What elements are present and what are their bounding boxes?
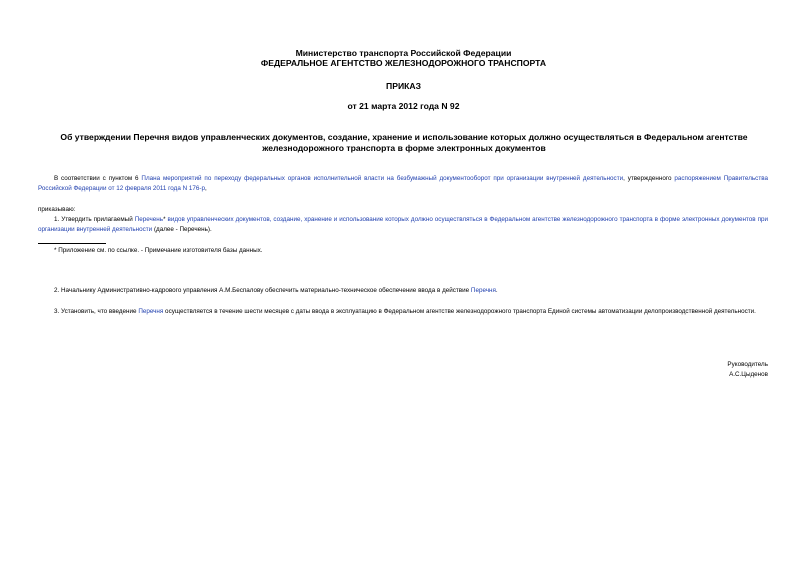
item-3-list-link[interactable]: Перечня <box>138 308 164 315</box>
signature-name: А.С.Цыденов <box>729 371 768 378</box>
preamble-text-after: , <box>204 184 207 192</box>
list-rest-link[interactable]: видов управленческих документов, создание, хранение и использование которых должно осуществляться в Федеральном агентстве железнодорожного транспорта в форме электронных документов при организации внутренней деятельности <box>38 216 768 233</box>
item-3-text-before: 3. Установить, что введение <box>54 308 139 315</box>
footnote-asterisk: * <box>163 216 166 223</box>
item-2-paragraph <box>38 286 768 296</box>
item-1-paragraph <box>38 215 768 234</box>
item-1-text-before: 1. Утвердить прилагаемый <box>54 216 135 223</box>
item-3-paragraph <box>38 307 768 317</box>
government-order-link[interactable]: распоряжением Правительства Российской Федерации от 12 февраля 2011 года N 176-р <box>38 175 768 192</box>
document-title: Об утверждении Перечня видов управленческих документов, создание, хранение и использование которых должно осуществляться в Федеральном агентстве железнодорожного транспорта в форме электронных документов <box>60 132 748 153</box>
item-2-list-link[interactable]: Перечня <box>470 287 496 294</box>
document-type: ПРИКАЗ <box>386 81 421 91</box>
footnote-text: * Приложение см. по ссылке. - Примечание изготовителя базы данных. <box>54 247 263 254</box>
document-date-number: от 21 марта 2012 года N 92 <box>347 101 460 111</box>
signature-position: Руководитель <box>727 361 768 368</box>
footnote-divider <box>38 243 106 244</box>
ministry-name: Министерство транспорта Российской Федерации <box>295 48 512 58</box>
item-3-text-after: осуществляется в течение шести месяцев с даты ввода в эксплуатацию в Федеральном агентстве железнодорожного транспорта Единой системы автоматизации делопроизводственной деятельности. <box>163 308 756 315</box>
item-2-text-before: 2. Начальнику Административно-кадрового управления А.М.Беспалову обеспечить материально-техническое обеспечение ввода в действие <box>54 287 471 294</box>
plan-link[interactable]: Плана мероприятий по переходу федеральных органов исполнительной власти на безбумажный документооборот при организации внутренней деятельности <box>141 175 624 182</box>
item-1-text-after: (далее - Перечень). <box>152 225 212 233</box>
agency-name: ФЕДЕРАЛЬНОЕ АГЕНТСТВО ЖЕЛЕЗНОДОРОЖНОГО ТРАНСПОРТА <box>260 58 547 68</box>
list-link[interactable]: Перечень <box>134 216 164 223</box>
orders-word: приказываю: <box>38 206 76 213</box>
preamble-text-middle: , утвержденного <box>623 175 675 182</box>
preamble-paragraph <box>38 174 768 193</box>
item-2-text-after: . <box>495 287 498 294</box>
preamble-text-before: В соответствии с пунктом 6 <box>54 175 142 182</box>
